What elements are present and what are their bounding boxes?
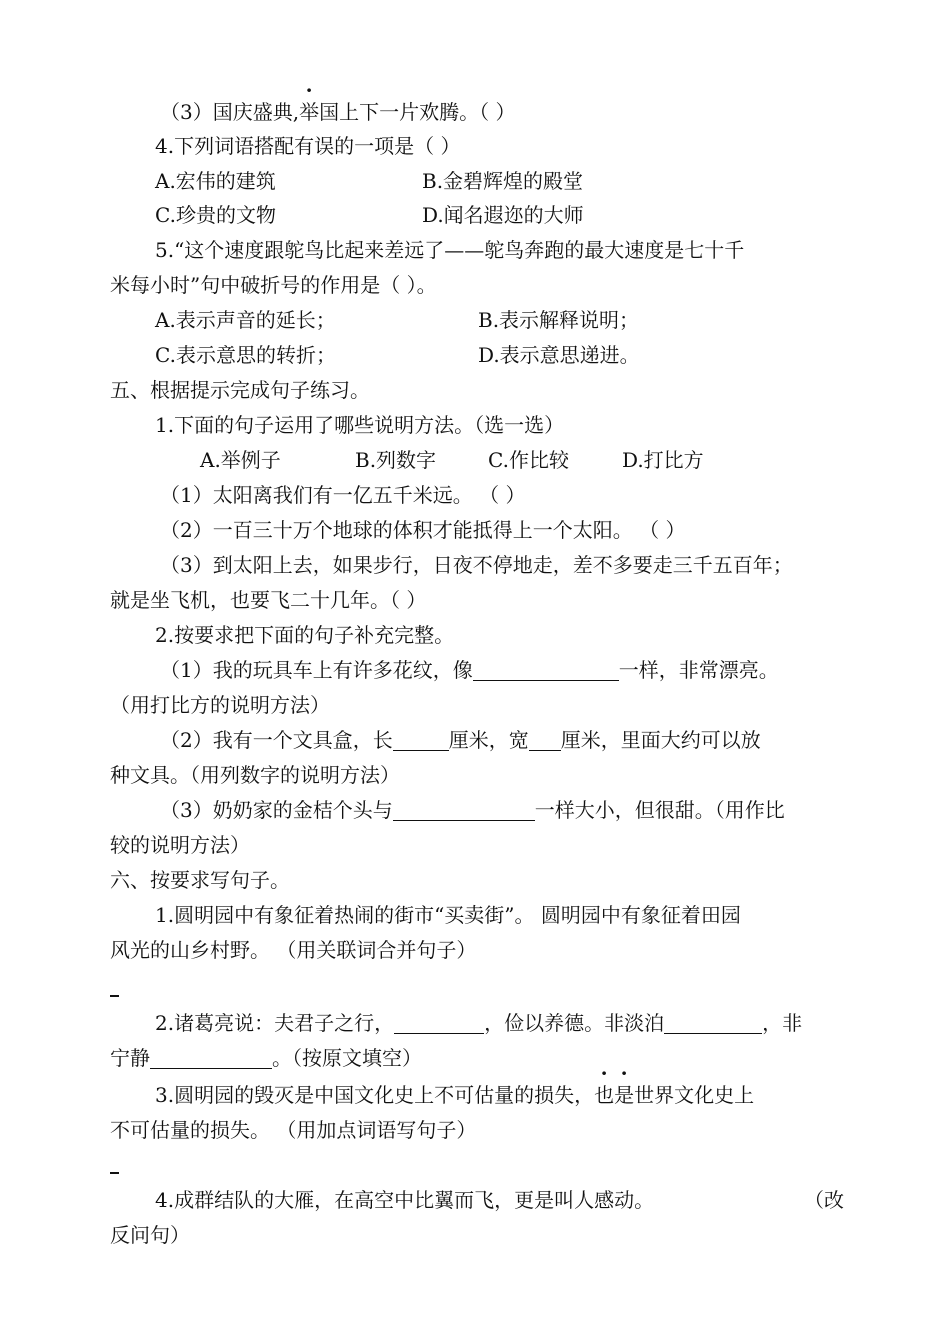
sec5-q1-option-d: D.打比方 (622, 448, 704, 472)
q4-5-option-b: B.表示解释说明； (478, 308, 640, 332)
fill-blank[interactable] (393, 728, 449, 751)
q4-4-stem: 4.下列词语搭配有误的一项是（ ） (155, 134, 461, 158)
sec5-q1-option-c: C.作比较 (488, 448, 569, 472)
sec5-q1-s3-line1: （3）到太阳上去，如果步行，日夜不停地走，差不多要走三千五百年； (160, 553, 793, 577)
section-6-title: 六、按要求写句子。 (110, 868, 290, 892)
q4-5-option-a: A.表示声音的延长； (155, 308, 336, 332)
answer-line-mark (110, 995, 119, 997)
sec5-q2-s2: （2）我有一个文具盒，长 厘米，宽 厘米，里面大约可以放 (160, 728, 761, 752)
sec5-q1-s2: （2）一百三十万个地球的体积才能抵得上一个太阳。 （ ） (160, 518, 686, 542)
q4-5-line1: 5.“这个速度跟鸵鸟比起来差远了——鸵鸟奔跑的最大速度是七十千 (155, 238, 745, 262)
sec5-q1-option-a: A.举例子 (200, 448, 281, 472)
dotted-char: 是 (614, 1083, 635, 1107)
fill-blank[interactable] (150, 1046, 272, 1069)
sec5-q1-s1: （1）太阳离我们有一亿五千米远。 （ ） (160, 483, 526, 507)
sec5-q1-stem: 1.下面的句子运用了哪些说明方法。（选一选） (155, 413, 565, 437)
sec5-q2-stem: 2.按要求把下面的句子补充完整。 (155, 623, 455, 647)
fill-blank[interactable] (664, 1011, 762, 1034)
q4-4-option-a: A.宏伟的建筑 (155, 169, 276, 193)
q4-4-option-c: C.珍贵的文物 (155, 203, 276, 227)
sec6-q4-note: （改 (804, 1188, 844, 1212)
q4-5-option-d: D.表示意思递进。 (478, 343, 640, 367)
q4-3-suffix: 国上下一片欢腾。（ ） (319, 100, 516, 124)
fill-blank[interactable] (529, 728, 561, 751)
q4-4-option-d: D.闻名遐迩的大师 (422, 203, 584, 227)
q4-3-line (160, 98, 515, 126)
sec5-q2-s2-line2: 种文具。（用列数字的说明方法） (110, 763, 400, 787)
sec6-q2-line1: 2.诸葛亮说：夫君子之行， ，俭以养德。非淡泊 ，非 (155, 1011, 803, 1035)
sec6-q1-line1: 1.圆明园中有象征着热闹的街市“买卖街”。 圆明园中有象征着田园 (155, 903, 741, 927)
q4-5-line2: 米每小时”句中破折号的作用是（ ）。 (110, 273, 437, 297)
sec5-q1-option-b: B.列数字 (355, 448, 437, 472)
sec6-q2-line2: 宁静 。（按原文填空） (110, 1046, 422, 1070)
q4-4-option-b: B.金碧辉煌的殿堂 (422, 169, 584, 193)
sec5-q2-s3: （3）奶奶家的金桔个头与 一样大小，但很甜。（用作比 (160, 798, 785, 822)
sec6-q3-line2: 不可估量的损失。 （用加点词语写句子） (110, 1118, 477, 1142)
sec6-q3-line1: 3.圆明园的毁灭是中国文化史上不可估量的损失，也是世界文化史上 (155, 1083, 755, 1107)
section-5-title: 五、根据提示完成句子练习。 (110, 378, 370, 402)
answer-line-mark (110, 1172, 119, 1174)
sec5-q2-s3-line2: 较的说明方法） (110, 833, 250, 857)
sec5-q1-s3-line2: 就是坐飞机，也要飞二十几年。（ ） (110, 588, 427, 612)
fill-blank[interactable] (394, 1011, 484, 1034)
dotted-char: 举 (299, 100, 320, 124)
sec5-q2-s1: （1）我的玩具车上有许多花纹，像 一样，非常漂亮。 (160, 658, 779, 682)
sec6-q1-line2: 风光的山乡村野。 （用关联词合并句子） (110, 938, 477, 962)
sec5-q2-s1-note: （用打比方的说明方法） (110, 693, 330, 717)
q4-5-option-c: C.表示意思的转折； (155, 343, 336, 367)
sec6-q4-line1: 4.成群结队的大雁，在高空中比翼而飞，更是叫人感动。 (155, 1188, 655, 1212)
fill-blank[interactable] (473, 658, 619, 681)
fill-blank[interactable] (393, 798, 535, 821)
q4-3-prefix: （3）国庆盛典, (160, 100, 300, 124)
sec6-q4-line2: 反问句） (110, 1223, 190, 1247)
dotted-char: 也 (594, 1083, 615, 1107)
